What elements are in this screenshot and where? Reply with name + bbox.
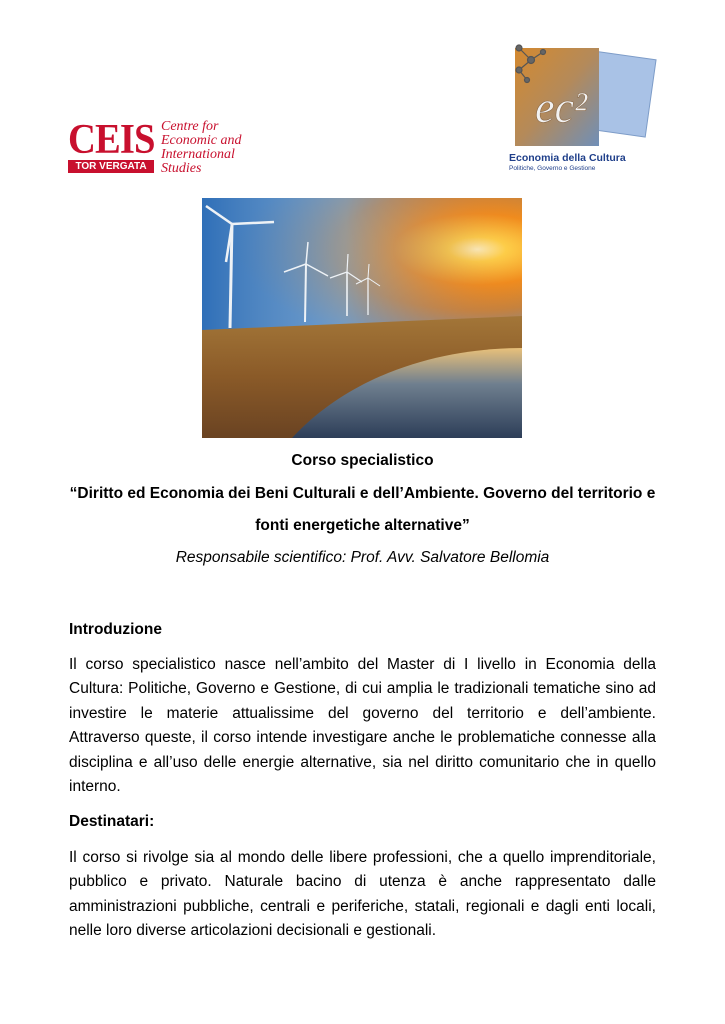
intro-heading: Introduzione [69, 621, 162, 638]
paragraph-line: Attraverso queste, il corso intende investigare anche le problematiche connesse alla [69, 729, 656, 747]
wind-turbines-photo [202, 198, 522, 438]
scientific-responsible: Responsabile scientifico: Prof. Avv. Salvatore Bellomia [175, 549, 550, 566]
ceis-wordmark: CEIS [68, 117, 155, 163]
ceis-caption-line: Economic and [161, 133, 242, 148]
paragraph-line: Il corso specialistico nasce nell’ambito del Master di I livello in Economia della [69, 656, 656, 673]
paragraph-line: interno. [69, 778, 121, 796]
ceis-caption [161, 120, 241, 176]
destinatari-paragraph [69, 846, 656, 944]
destinatari-heading: Destinatari: [69, 813, 155, 830]
course-title-line: fonti energetiche alternative” [255, 517, 470, 534]
ceis-caption-line: International [161, 147, 235, 162]
paragraph-line: amministrazioni pubbliche, centrali e periferiche, statali, regionali e dagli enti locali, [69, 897, 656, 915]
paragraph-line: Il corso si rivolge sia al mondo delle libere professioni, che a quello imprenditoriale, [69, 849, 656, 866]
paragraph-line: investire le materie attualissime del governo del territorio e dell’ambiente. [69, 704, 656, 722]
ceis-mark [68, 118, 156, 173]
paragraph-line: pubblico e privato. Naturale bacino di utenza è anche rappresentato dalle [69, 873, 656, 891]
ceis-logo [68, 118, 258, 188]
course-title-line: “Diritto ed Economia dei Beni Culturali e dell’Ambiente. Governo del territorio e [69, 485, 656, 502]
ceis-caption-line: Centre for [161, 119, 219, 134]
intro-paragraph [69, 653, 656, 799]
ec2-subtitle: Politiche, Governo e Gestione [509, 165, 596, 172]
ceis-caption-line: Studies [161, 161, 202, 176]
ceis-subbar: TOR VERGATA [68, 160, 154, 173]
paragraph-line: nelle loro diverse articolazioni decisionali e gestionali. [69, 922, 437, 940]
paragraph-line: disciplina e all’uso delle energie alternative, sia nel diritto comunitario che in quello [69, 753, 656, 771]
ec2-title: Economia della Cultura [509, 152, 626, 164]
course-kind: Corso specialistico [291, 452, 434, 469]
paragraph-line: Cultura: Politiche, Governo e Gestione, di cui amplia le tradizionali tematiche sino ad [69, 680, 656, 698]
ec2-logo-text: ec² [535, 83, 588, 132]
